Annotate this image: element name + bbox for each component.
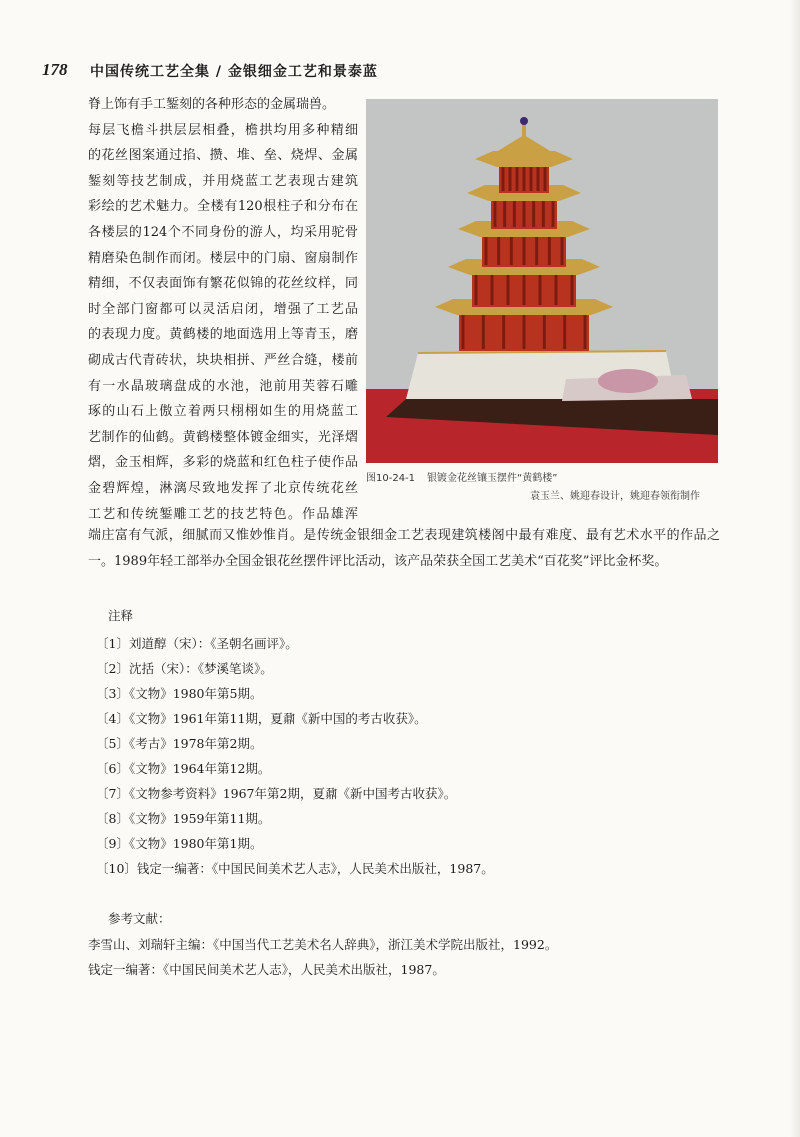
red-pillar bbox=[509, 165, 512, 191]
figure-credit: 袁玉兰、姚迎春设计，姚迎春领衔制作 bbox=[530, 491, 700, 502]
red-pillar bbox=[537, 165, 540, 191]
red-pillar bbox=[532, 199, 535, 227]
note-item: 〔7〕《文物参考资料》1967年第2期，夏鼐《新中国考古收获》。 bbox=[96, 786, 457, 801]
red-pillar bbox=[552, 199, 555, 227]
text-line: 熠，金玉相辉，多彩的烧蓝和红色柱子使作品 bbox=[88, 455, 358, 471]
red-pillar bbox=[502, 165, 505, 191]
red-pillar bbox=[548, 235, 551, 265]
text-line: 艺制作的仙鹤。黄鹤楼整体镀金细实，光泽熠 bbox=[88, 429, 358, 445]
notes-heading: 注释 bbox=[108, 608, 134, 623]
finial-ball bbox=[520, 117, 528, 125]
text-line: 金碧辉煌，淋漓尽致地发挥了北京传统花丝 bbox=[88, 480, 358, 496]
red-pillar bbox=[523, 313, 526, 349]
reference-item: 钱定一编著：《中国民间美术艺人志》，人民美术出版社，1987。 bbox=[88, 962, 445, 977]
references-section bbox=[88, 906, 728, 982]
text-line: 端庄富有气派，细腻而又惟妙惟肖。是传统金银细金工艺表现建筑楼阁中最有难度、最有艺术水平的作品之 bbox=[88, 528, 720, 543]
text-line: 錾刻等技艺制成，并用烧蓝工艺表现古建筑 bbox=[88, 173, 358, 189]
figure-caption bbox=[366, 469, 718, 502]
red-pillar bbox=[507, 273, 510, 305]
page-number: 178 bbox=[42, 60, 68, 79]
note-item: 〔9〕《文物》1980年第1期。 bbox=[96, 836, 263, 851]
red-pillar bbox=[497, 235, 500, 265]
red-pillar bbox=[503, 199, 506, 227]
text-line: 砌成古代青砖状，块块相拼、严丝合缝，楼前 bbox=[88, 352, 358, 368]
reference-item: 李雪山、刘瑞轩主编：《中国当代工艺美术名人辞典》，浙江美术学院出版社，1992。 bbox=[88, 937, 558, 952]
note-item: 〔6〕《文物》1964年第12期。 bbox=[96, 761, 271, 776]
caption-title-line bbox=[366, 469, 718, 484]
notes-section bbox=[96, 603, 728, 881]
red-pillar bbox=[494, 199, 497, 227]
note-item: 〔1〕刘道醇（宋）：《圣朝名画评》。 bbox=[96, 636, 298, 651]
note-item: 〔2〕沈括（宋）：《梦溪笔谈》。 bbox=[96, 661, 273, 676]
text-line: 精细，不仅表面饰有繁花似锦的花丝纹样，同 bbox=[88, 276, 358, 292]
text-line: 一。1989年轻工部举办全国金银花丝摆件评比活动，该产品荣获全国工艺美术“百花奖”评比金杯奖。 bbox=[88, 553, 668, 569]
running-head: 中国传统工艺全集 / 金银细金工艺和景泰蓝 bbox=[90, 64, 378, 80]
red-pillar bbox=[535, 235, 538, 265]
red-pillar bbox=[523, 199, 526, 227]
red-pillar bbox=[555, 273, 558, 305]
red-pillar bbox=[523, 165, 526, 191]
note-item: 〔5〕《考古》1978年第2期。 bbox=[96, 736, 263, 751]
note-item: 〔10〕钱定一编著：《中国民间美术艺人志》，人民美术出版社，1987。 bbox=[96, 861, 494, 876]
text-line: 工艺和传统錾雕工艺的技艺特色。作品雄浑 bbox=[88, 506, 358, 522]
yellow-crane-tower-photo bbox=[366, 99, 718, 463]
red-pillar bbox=[462, 313, 465, 349]
page-edge-shadow bbox=[790, 0, 800, 1137]
red-pillar bbox=[539, 273, 542, 305]
figure-number: 图10-24-1 bbox=[366, 473, 416, 484]
note-item: 〔3〕《文物》1980年第5期。 bbox=[96, 686, 263, 701]
figure-photo bbox=[366, 99, 718, 463]
text-line: 的花丝图案通过掐、攒、堆、垒、烧焊、金属 bbox=[88, 148, 358, 164]
text-line: 的表现力度。黄鹤楼的地面选用上等青玉，磨 bbox=[88, 327, 358, 343]
text-line: 琢的山石上傲立着两只栩栩如生的用烧蓝工 bbox=[88, 404, 358, 420]
body-column-text bbox=[88, 92, 358, 527]
red-pillar bbox=[475, 273, 478, 305]
text-line: 脊上饰有手工錾刻的各种形态的金属瑞兽。 bbox=[88, 97, 336, 112]
red-pillar bbox=[542, 199, 545, 227]
red-pillar bbox=[561, 235, 564, 265]
red-pillar bbox=[543, 313, 546, 349]
body-full-width-text bbox=[88, 523, 720, 574]
red-pillar bbox=[563, 313, 566, 349]
note-item: 〔4〕《文物》1961年第11期，夏鼐《新中国的考古收获》。 bbox=[96, 711, 427, 726]
rose-quartz-rocks bbox=[598, 369, 658, 393]
red-pillar bbox=[510, 235, 513, 265]
red-pillar bbox=[502, 313, 505, 349]
red-pillar bbox=[482, 313, 485, 349]
text-line: 有一水晶玻璃盘成的水池，池前用芙蓉石雕 bbox=[88, 378, 358, 394]
red-pillar bbox=[513, 199, 516, 227]
red-pillar bbox=[485, 235, 488, 265]
note-item: 〔8〕《文物》1959年第11期。 bbox=[96, 811, 271, 826]
text-line: 彩绘的艺术魅力。全楼有120根柱子和分布在 bbox=[88, 199, 358, 215]
red-pillar bbox=[571, 273, 574, 305]
red-pillar bbox=[523, 235, 526, 265]
red-pillar bbox=[584, 313, 587, 349]
references-heading: 参考文献： bbox=[108, 911, 171, 926]
text-line: 精磨染色制作而闭。楼层中的门扇、窗扇制作 bbox=[88, 250, 358, 266]
red-pillar bbox=[491, 273, 494, 305]
figure-title: 银镀金花丝镶玉摆件“黄鹤楼” bbox=[427, 473, 558, 484]
red-pillar bbox=[544, 165, 547, 191]
red-pillar bbox=[523, 273, 526, 305]
text-line: 时全部门窗都可以灵活启闭，增强了工艺品 bbox=[88, 301, 358, 317]
text-line: 各楼层的124个不同身份的游人，均采用驼骨 bbox=[88, 224, 358, 240]
text-line: 每层飞檐斗拱层层相叠，檐拱均用多种精细 bbox=[88, 122, 358, 138]
red-pillar bbox=[530, 165, 533, 191]
red-pillar bbox=[516, 165, 519, 191]
